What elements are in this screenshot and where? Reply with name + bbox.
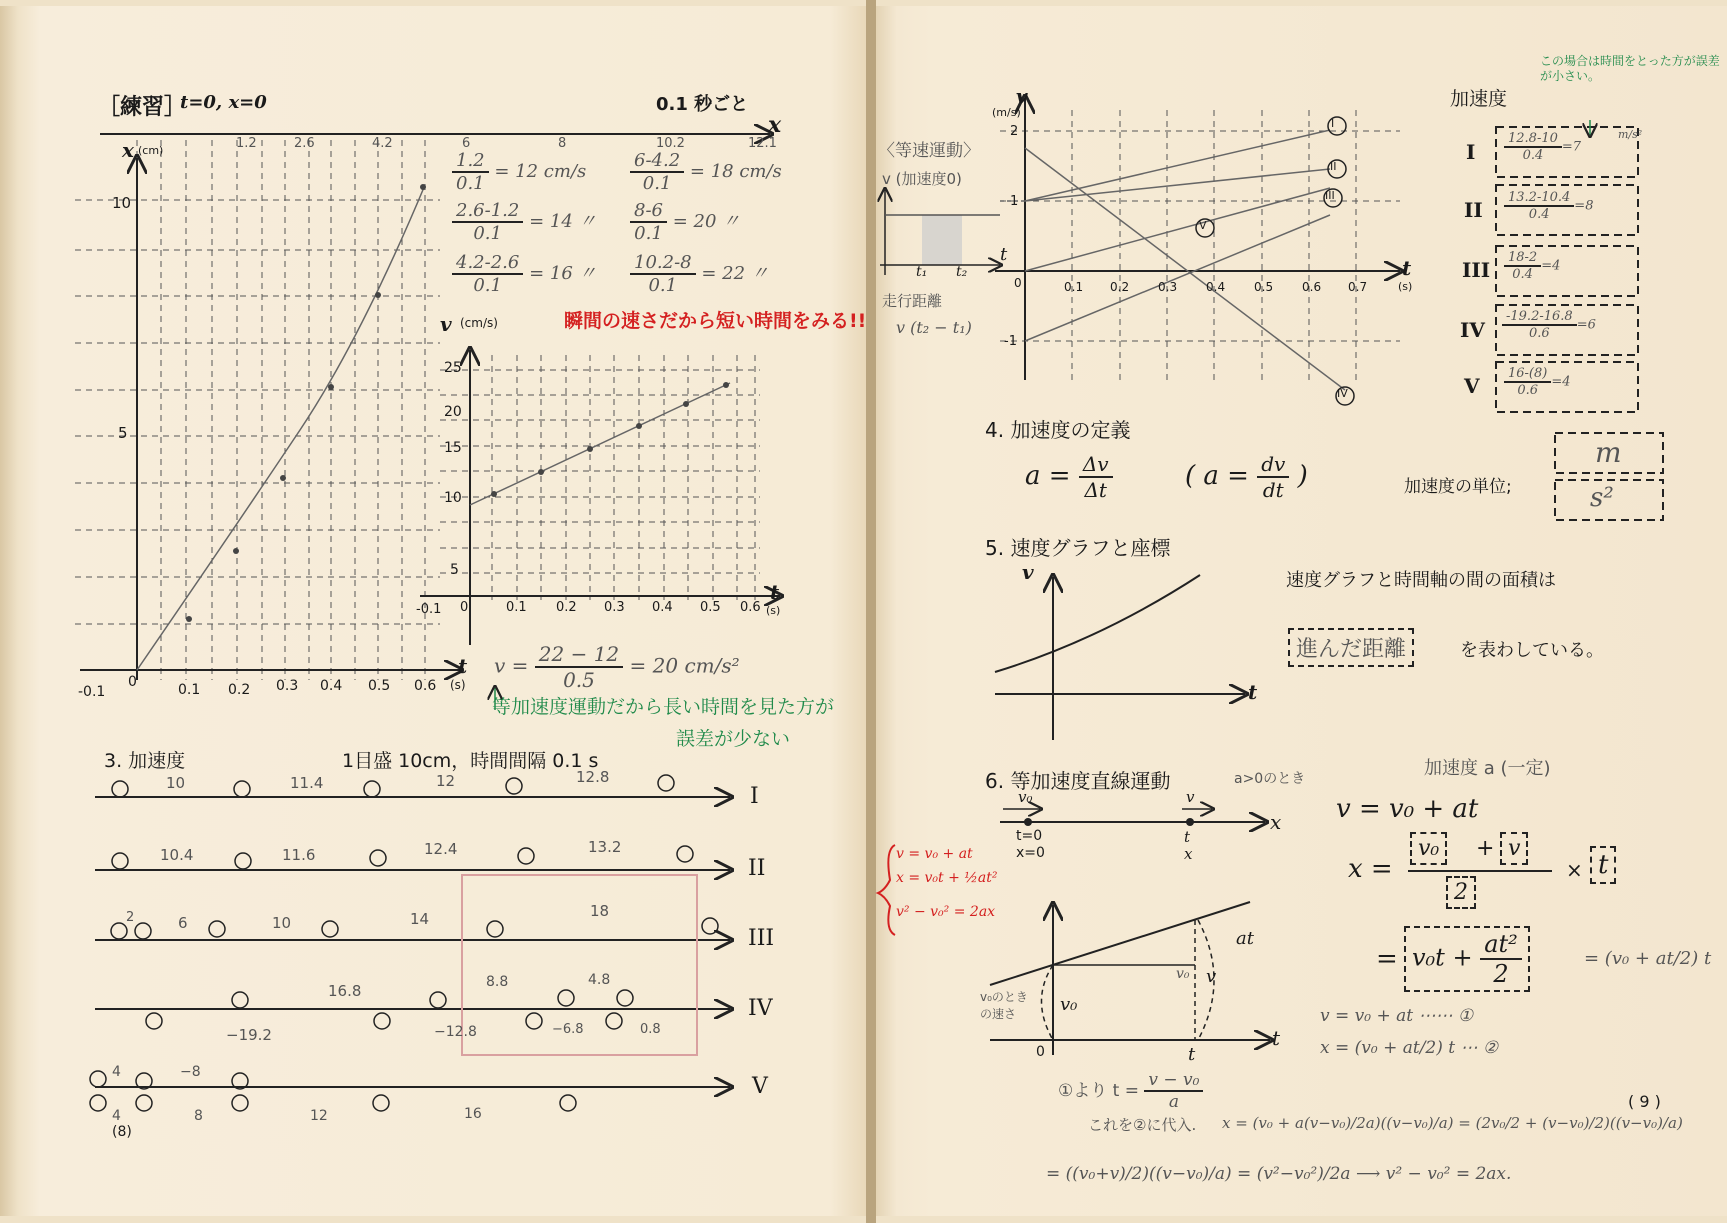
tape-span: 12.8 [576, 768, 610, 786]
graph-v0: v₀ [1060, 994, 1078, 1015]
tape-id: V [752, 1074, 768, 1099]
top-graph-xunit: (s) [1398, 280, 1413, 293]
blank-v: v [1500, 832, 1528, 865]
tape-span: 4.8 [588, 972, 611, 988]
sec6-x: x [1270, 810, 1282, 834]
tape-span: −19.2 [226, 1026, 272, 1044]
eq-v: v = v₀ + at [1336, 794, 1479, 824]
top-tick: 2.6 [294, 136, 315, 151]
sec6-v0: v₀ [1018, 788, 1033, 806]
graph-t-axis: t [1272, 1026, 1281, 1050]
graph2-xtick: 0.5 [700, 600, 721, 615]
top-graph-xtick: 0.1 [1064, 280, 1084, 294]
graph1-xtick: -0.1 [78, 684, 106, 700]
graph2-ytick: 10 [444, 490, 462, 506]
sys-eq2: x = (v₀ + at/2) t ⋯ ② [1320, 1038, 1499, 1058]
graph1-yunit: (cm) [138, 144, 164, 157]
unit-bottom: s² [1590, 483, 1614, 513]
graph2-ytick: 15 [444, 440, 462, 456]
uniform-xlabel: t [1000, 244, 1008, 265]
series-label: I [1331, 117, 1335, 130]
graph2-line [470, 383, 730, 505]
top-graph-lines [1000, 130, 1345, 390]
tape-span: 11.6 [282, 846, 316, 864]
tape-markers [90, 775, 718, 1111]
graph1-ytick: 10 [112, 194, 132, 212]
tape-span: 12.4 [424, 840, 458, 858]
graph-origin: 0 [1036, 1044, 1045, 1060]
uniform-sub: v (加速度0) [882, 170, 962, 188]
top-graph-ylabel: v [1016, 84, 1028, 108]
sec4-title: 4. 加速度の定義 [985, 418, 1131, 442]
section3-title: 3. 加速度 [104, 750, 186, 772]
top-tick: 10.2 [656, 136, 685, 151]
tape-span: 10 [272, 914, 292, 932]
sec6-x0: x=0 [1016, 845, 1045, 861]
tape-span: 10.4 [160, 846, 194, 864]
uniform-t2: t₂ [956, 264, 968, 280]
graph2-xtick: 0.1 [506, 600, 527, 615]
series-label: IV [1337, 387, 1348, 400]
top-graph-yunit: (m/s) [992, 106, 1021, 119]
from1: ①より t = $\frac{\text{v − v₀}}{a}$ [1058, 1070, 1203, 1112]
top-tick: 1.2 [236, 136, 257, 151]
tape-lines [95, 797, 730, 1087]
top-graph-ytick: 1 [1010, 194, 1019, 209]
eq2-box: v₀t + $\frac{\text{at²}}{2}$ [1404, 926, 1530, 992]
frac-bar [1408, 870, 1552, 872]
tape-id: II [748, 856, 766, 881]
graph1-xtick: 0 [128, 674, 137, 690]
page-number: ( 9 ) [1628, 1092, 1661, 1111]
uniform-dist-expr: v (t₂ − t₁) [896, 318, 972, 337]
accel-calc: v = $\frac{22 - 12}{0.5}$ = 20 cm/s² [494, 642, 740, 692]
tape-span: 6 [178, 914, 188, 932]
uniform-t1: t₁ [916, 264, 928, 280]
calc-row2a: $\frac{2.6-1.2}{0.1}$ = 14 〃 [452, 200, 597, 244]
tape-span: 14 [410, 910, 430, 928]
blank-t: t [1590, 846, 1616, 884]
eq-times: × [1566, 858, 1583, 882]
calc-row3b: $\frac{10.2-8}{0.1}$ = 22 〃 [630, 252, 769, 296]
blank-v0: v₀ [1410, 832, 1447, 865]
accel-id: II [1464, 198, 1483, 222]
accel-row: $\frac{16-(8)}{0.6}$ =4 [1504, 366, 1571, 398]
top-graph-ytick: 2 [1010, 124, 1019, 139]
subst-label: これを②に代入. [1088, 1116, 1197, 1134]
accel-row: $\frac{13.2-10.4}{0.4}$ =8 [1504, 190, 1593, 222]
unit-label: 加速度の単位; [1404, 477, 1512, 497]
tape-span: 12 [436, 772, 456, 790]
red-eq1: v = v₀ + at [896, 846, 973, 862]
series-label: III [1325, 189, 1335, 202]
sec4-def: a = $\frac{\Delta v}{\Delta t}$ [1025, 452, 1113, 502]
unit-top: m [1595, 436, 1622, 469]
graph-at: at [1236, 928, 1254, 949]
practice-title: ［練習］ [98, 95, 187, 120]
top-graph-xtick: 0.7 [1348, 280, 1368, 294]
red-eq2: x = v₀t + ½at² [896, 870, 998, 886]
tape-span: −6.8 [552, 1022, 584, 1037]
accel-const: 加速度 a (一定) [1424, 758, 1551, 779]
graph1-xtick: 0.4 [320, 678, 343, 694]
graph1-xtick: 0.5 [368, 678, 391, 694]
red-note: 瞬間の速さだから短い時間をみる!! [564, 310, 867, 332]
eq-plus: + [1476, 836, 1495, 861]
sec5-title: 5. 速度グラフと座標 [985, 536, 1171, 560]
practice-interval: 0.1 秒ごと [656, 94, 749, 115]
top-tick: 6 [462, 136, 471, 151]
uniform-shaded [922, 215, 962, 265]
graph2-ytick: 5 [450, 562, 459, 578]
top-tick: 12.1 [748, 136, 777, 151]
tape-id: IV [748, 996, 773, 1021]
tape-span: 13.2 [588, 838, 622, 856]
tape-span: 8.8 [486, 974, 509, 990]
tape-span: 12 [310, 1108, 328, 1124]
graph2-xtick: 0.4 [652, 600, 673, 615]
sec6-v: v [1186, 788, 1195, 806]
sys-eq1: v = v₀ + at ⋯⋯ ① [1320, 1006, 1474, 1026]
tape-span: 16 [464, 1106, 482, 1122]
red-eq3: v² − v₀² = 2ax [896, 904, 996, 920]
uniform-dist-label: 走行距離 [882, 292, 943, 310]
final-eq: = ((v₀+v)/2)((v−v₀)/a) = (v²−v₀²)/2a ⟶ v² − v₀² = 2ax. [1046, 1164, 1512, 1184]
calc-row1a: $\frac{1.2}{0.1}$ = 12 cm/s [452, 150, 586, 194]
accel-id: V [1464, 374, 1480, 398]
sec4-alt: ( a = $\frac{dv}{dt}$ ) [1185, 452, 1308, 502]
section3-subtitle: 1目盛 10cm，時間間隔 0.1 s [342, 750, 599, 772]
sec5-note-end: を表わしている。 [1460, 640, 1604, 661]
tape-span: −8 [180, 1064, 201, 1080]
green-note-2: 誤差が少ない [676, 728, 791, 750]
tape-span: 10 [166, 774, 186, 792]
graph-t-mark: t [1188, 1044, 1196, 1065]
eq2-lhs: = [1376, 944, 1398, 974]
calc-row1b: $\frac{6-4.2}{0.1}$ = 18 cm/s [630, 150, 782, 194]
graph2-xtick: -0.1 [416, 602, 442, 617]
accel-unit: m/s² [1618, 128, 1643, 141]
graph2-xtick: 0.6 [740, 600, 761, 615]
tape-span: (8) [112, 1124, 132, 1140]
top-graph-xtick: 0.6 [1302, 280, 1322, 294]
sec6-t: t [1184, 828, 1191, 846]
graph2-ytick: 20 [444, 404, 462, 420]
sec6-cond: a>0のとき [1234, 771, 1306, 787]
graph-v0-label: v₀のときの速さ [980, 990, 1028, 1021]
practice-init: t=0, x=0 [180, 92, 267, 113]
sec6-xx: x [1184, 845, 1193, 863]
tape-span: 11.4 [290, 774, 324, 792]
series-label: V [1199, 219, 1207, 232]
uniform-title: 〈等速運動〉 [878, 141, 980, 161]
graph2-xtick: 0 [460, 600, 469, 615]
graph1-xlabel: t [458, 654, 468, 678]
accel-row: $\frac{-19.2-16.8}{0.6}$ =6 [1502, 309, 1596, 341]
graph1-curve [137, 185, 425, 670]
sec5-blank: 進んだ距離 [1288, 628, 1414, 667]
eq2-rhs: = (v₀ + at/2) t [1584, 948, 1712, 969]
accel-row: $\frac{12.8-10}{0.4}$ =7 [1504, 131, 1581, 163]
graph1-ytick: 5 [118, 424, 128, 442]
top-graph-xtick: 0.5 [1254, 280, 1274, 294]
graph-v0-top: v₀ [1176, 966, 1190, 982]
accel-id: III [1462, 258, 1491, 282]
graph1-xtick: 0.3 [276, 678, 299, 694]
graph2-xtick: 0.2 [556, 600, 577, 615]
top-tick: 8 [558, 136, 567, 151]
sec6-title: 6. 等加速度直線運動 [985, 769, 1171, 793]
tape-span: 16.8 [328, 982, 362, 1000]
tape-id: III [748, 926, 775, 951]
graph-v: v [1206, 966, 1217, 987]
top-graph-xtick: 0.2 [1110, 280, 1130, 294]
graph2-yunit: (cm/s) [460, 316, 498, 330]
graph2-xlabel: t [770, 580, 780, 604]
sec5-ylabel: v [1022, 560, 1034, 584]
tape-span: 18 [590, 902, 610, 920]
accel-id: IV [1460, 318, 1485, 342]
graph2-ytick: 25 [444, 360, 462, 376]
accel-header: 加速度 [1450, 88, 1508, 110]
graph1-xtick: 0.6 [414, 678, 437, 694]
calc-row3a: $\frac{4.2-2.6}{0.1}$ = 16 〃 [452, 252, 597, 296]
subst-eq: x = (v₀ + a(v−v₀)/2a)((v−v₀)/a) = (2v₀/2 + (v−v₀)/2)((v−v₀)/a) [1222, 1114, 1683, 1132]
tape-span: 2 [126, 910, 135, 925]
tape-span: 4 [112, 1108, 121, 1124]
sec5-xlabel: t [1248, 680, 1258, 704]
graph1-xunit: (s) [450, 678, 466, 692]
tape-span: 4 [112, 1064, 121, 1080]
sec6-t0: t=0 [1016, 828, 1043, 844]
tape-id: I [750, 784, 759, 809]
top-tick: 4.2 [372, 136, 393, 151]
top-graph-xtick: 0 [1014, 276, 1022, 290]
blank-2: 2 [1446, 876, 1476, 909]
top-graph-xlabel: t [1402, 256, 1412, 280]
green-top-note: この場合は時間をとった方が誤差が小さい。 [1540, 54, 1720, 83]
graph1-xtick: 0.1 [178, 682, 201, 698]
top-graph-xtick: 0.4 [1206, 280, 1226, 294]
top-axis-label: x [768, 112, 782, 138]
accel-row: $\frac{18-2}{0.4}$ =4 [1504, 250, 1560, 282]
tape-span: 8 [194, 1108, 203, 1124]
graph1-xtick: 0.2 [228, 682, 251, 698]
sec5-curve [995, 575, 1200, 672]
graph1-ylabel: x [122, 138, 134, 162]
graph2-xtick: 0.3 [604, 600, 625, 615]
eq-x-lhs: x = [1348, 854, 1393, 884]
graph2-ylabel: v [440, 312, 452, 336]
accel-id: I [1466, 140, 1476, 164]
graph2-xunit: (s) [766, 604, 781, 617]
top-graph-ytick: -1 [1004, 334, 1017, 349]
tape-span: 0.8 [640, 1022, 661, 1037]
sec5-note: 速度グラフと時間軸の間の面積は [1286, 570, 1556, 591]
top-graph-xtick: 0.3 [1158, 280, 1178, 294]
tape-span: −12.8 [434, 1024, 477, 1040]
graph1-grid [75, 140, 440, 680]
top-graph-grid [1000, 110, 1400, 380]
series-label: II [1330, 160, 1337, 173]
calc-row2b: $\frac{8-6}{0.1}$ = 20 〃 [630, 200, 740, 244]
green-note-1: 等加速度運動だから長い時間を見た方が [492, 696, 835, 718]
